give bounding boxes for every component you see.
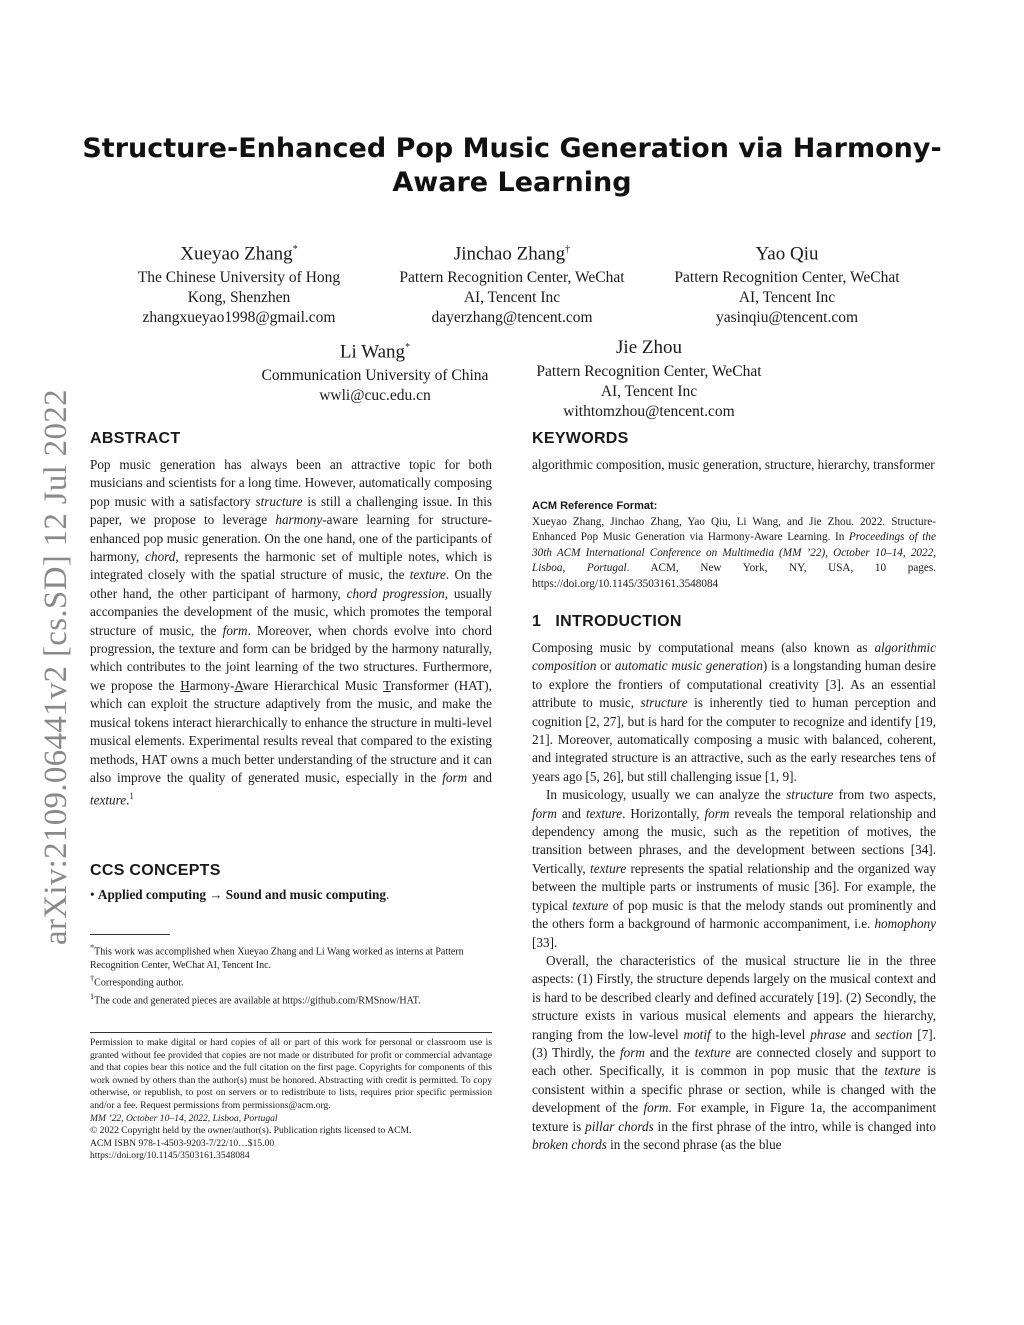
- arxiv-stamp-text: arXiv:2109.06441v2 [cs.SD] 12 Jul 2022: [38, 389, 74, 945]
- author-email: dayerzhang@tencent.com: [431, 309, 593, 327]
- author-block: [244, 336, 506, 406]
- acm-ref-text: Xueyao Zhang, Jinchao Zhang, Yao Qiu, Li Wang, and Jie Zhou. 2022. Structure-Enhanced Pop Music Generation via Harmony-Aware Learning. In Proceedings of the 30th ACM International Conference on Multimedia (MM ’22), October 10–14, 2022, Lisboa, Portugal. ACM, New York, NY, USA, 10 pages. https://doi.org/10.1145/3503161.3548084: [532, 516, 936, 590]
- footnote: †Corresponding author.: [90, 974, 184, 989]
- footnote: $^1$The code and generated pieces are available at https://github.com/RMSnow/HAT.: [90, 991, 421, 1007]
- intro-paragraph: Overall, the characteristics of the musical structure lie in the three aspects: (1) Firstly, the structure depends largely on the musical context and is hard to be described clearly and defined accurately [19]. (2) Secondly, the structure exists in various musical elements and appears the hierarchy, ranging from the low-level motif to the high-level phrase and section [7]. (3) Thirdly, the form and the texture are connected closely and support to each other. Specifically, it is common in pop music that the texture is consistent within a specific phrase or section, while is changed with the development of the form. For example, in Figure 1a, the accompaniment texture is pillar chords in the first phrase of the intro, while is changed into broken chords in the second phrase (as the blue: [532, 952, 937, 1152]
- intro-paragraph: Composing music by computational means (also known as algorithmic composition or automatic music generation) is a longstanding human desire to explore the frontiers of computational creativity [3]. As an essential attribute to music, structure is inherently tied to human perception and cognition [2, 27], but is hard for the computer to recognize and identify [19, 21]. Moreover, automatically composing a music with balanced, coherent, and integrated structure is an attractive, such as the early researches tens of years ago [5, 26], but still challenging issue [1, 9].: [532, 640, 936, 784]
- arxiv-stamp: [8, 370, 74, 945]
- permission-block: [90, 1037, 492, 1163]
- footnote: *This work was accomplished when Xueyao Zhang and Li Wang worked as interns at Pattern Recognition Center, WeChat AI, Tencent Inc.: [90, 943, 464, 971]
- isbn-line: ACM ISBN 978-1-4503-9203-7/22/10…$15.00: [90, 1137, 275, 1149]
- author-block: [108, 238, 370, 328]
- author-name: Li Wang: [339, 341, 406, 363]
- paper-title: Structure-Enhanced Pop Music Generation via Harmony-Aware Learning: [82, 133, 942, 198]
- intro-paragraph: In musicology, usually we can analyze the structure from two aspects, form and texture. Horizontally, form reveals the temporal relationship and dependency among the music, such as the repetition of motives, the transition between phrases, and the development between sections [34]. Vertically, texture represents the spatial relationship and the organized way between the multiple parts or instruments of music [36]. For example, the typical texture of pop music is that the melody stands out prominently and the others form a background of harmonic accompaniment, i.e. homophony [33].: [532, 787, 937, 950]
- author-email: zhangxueyao1998@gmail.com: [142, 309, 336, 327]
- author-affiliation: AI, Tencent Inc: [738, 289, 836, 307]
- author-affiliation: Kong, Shenzhen: [187, 289, 291, 307]
- author-mark: *: [405, 342, 411, 353]
- author-email: wwli@cuc.edu.cn: [319, 387, 431, 405]
- ccs-heading: CCS CONCEPTS: [90, 862, 221, 879]
- footnote-rule: [90, 934, 170, 935]
- author-affiliation: AI, Tencent Inc: [600, 383, 698, 400]
- author-email: yasinqiu@tencent.com: [715, 309, 859, 327]
- keywords-text: algorithmic composition, music generation, structure, hierarchy, transformer: [532, 457, 935, 472]
- doi-line: https://doi.org/10.1145/3503161.3548084: [90, 1150, 250, 1162]
- permission-rule: [90, 1032, 492, 1033]
- author-mark: *: [292, 244, 298, 255]
- author-name: Jinchao Zhang: [453, 243, 566, 265]
- abstract-heading: ABSTRACT: [90, 430, 181, 447]
- conference-line: MM ’22, October 10–14, 2022, Lisboa, Portugal: [90, 1112, 278, 1124]
- author-affiliation: Pattern Recognition Center, WeChat: [399, 269, 625, 287]
- author-block: [380, 238, 644, 328]
- ccs-item: • Applied computing → Sound and music computing.: [90, 887, 390, 902]
- author-affiliation: AI, Tencent Inc: [463, 289, 561, 307]
- author-name: Xueyao Zhang: [180, 243, 293, 265]
- author-affiliation: Pattern Recognition Center, WeChat: [674, 269, 900, 287]
- intro-body: [532, 639, 936, 1154]
- author-email: withtomzhou@tencent.com: [563, 403, 735, 420]
- abstract-paragraph: Pop music generation has always been an attractive topic for both musicians and scientists for a long time. However, automatically composing pop music with a satisfactory structure is still a challenging issue. In this paper, we propose to leverage harmony-aware learning for structure-enhanced pop music generation. On the one hand, one of the participants of harmony, chord, represents the harmonic set of multiple notes, which is integrated closely with the spatial structure of music, the texture. On the other hand, the other participant of harmony, chord progression, usually accompanies the development of the music, which promotes the temporal structure of music, the form. Moreover, when chords evolve into chord progression, the texture and form can be bridged by the harmony naturally, which contributes to the joint learning of the two structures. Furthermore, we propose the Harmony-Aware Hierarchical Music Transformer (HAT), which can exploit the structure adaptively from the music, and make the musical tokens interact hierarchically to enhance the structure in multi-level musical elements. Experimental results reveal that compared to the existing methods, HAT owns a much better understanding of the structure and it can also improve the quality of generated music, especially in the form and texture.$^1$: [90, 457, 493, 808]
- author-name: Jie Zhou: [616, 337, 682, 358]
- author-affiliation: The Chinese University of Hong: [137, 269, 341, 287]
- author-affiliation: Pattern Recognition Center, WeChat: [536, 363, 762, 380]
- author-block: [516, 336, 782, 422]
- keywords-heading: KEYWORDS: [532, 430, 629, 447]
- author-name: Yao Qiu: [755, 243, 819, 265]
- acm-ref-heading: ACM Reference Format:: [532, 500, 658, 512]
- abstract-body: [90, 456, 492, 810]
- footnotes: [90, 941, 492, 1008]
- intro-heading: 1 INTRODUCTION: [532, 613, 682, 630]
- permission-text: Permission to make digital or hard copies of all or part of this work for personal or classroom use is granted without fee provided that copies are not made or distributed for profit or commercial advantage and that copies bear this notice and the full citation on the first page. Copyrights for components of this work owned by others than the author(s) must be honored. Abstracting with credit is permitted. To copy otherwise, or republish, to post on servers or to redistribute to lists, requires prior specific permission and/or a fee. Request permissions from permissions@acm.org.: [90, 1037, 492, 1111]
- copyright-line: © 2022 Copyright held by the owner/author(s). Publication rights licensed to ACM.: [90, 1125, 412, 1137]
- author-mark: †: [565, 244, 571, 255]
- author-block: [654, 238, 920, 328]
- author-affiliation: Communication University of China: [261, 367, 489, 385]
